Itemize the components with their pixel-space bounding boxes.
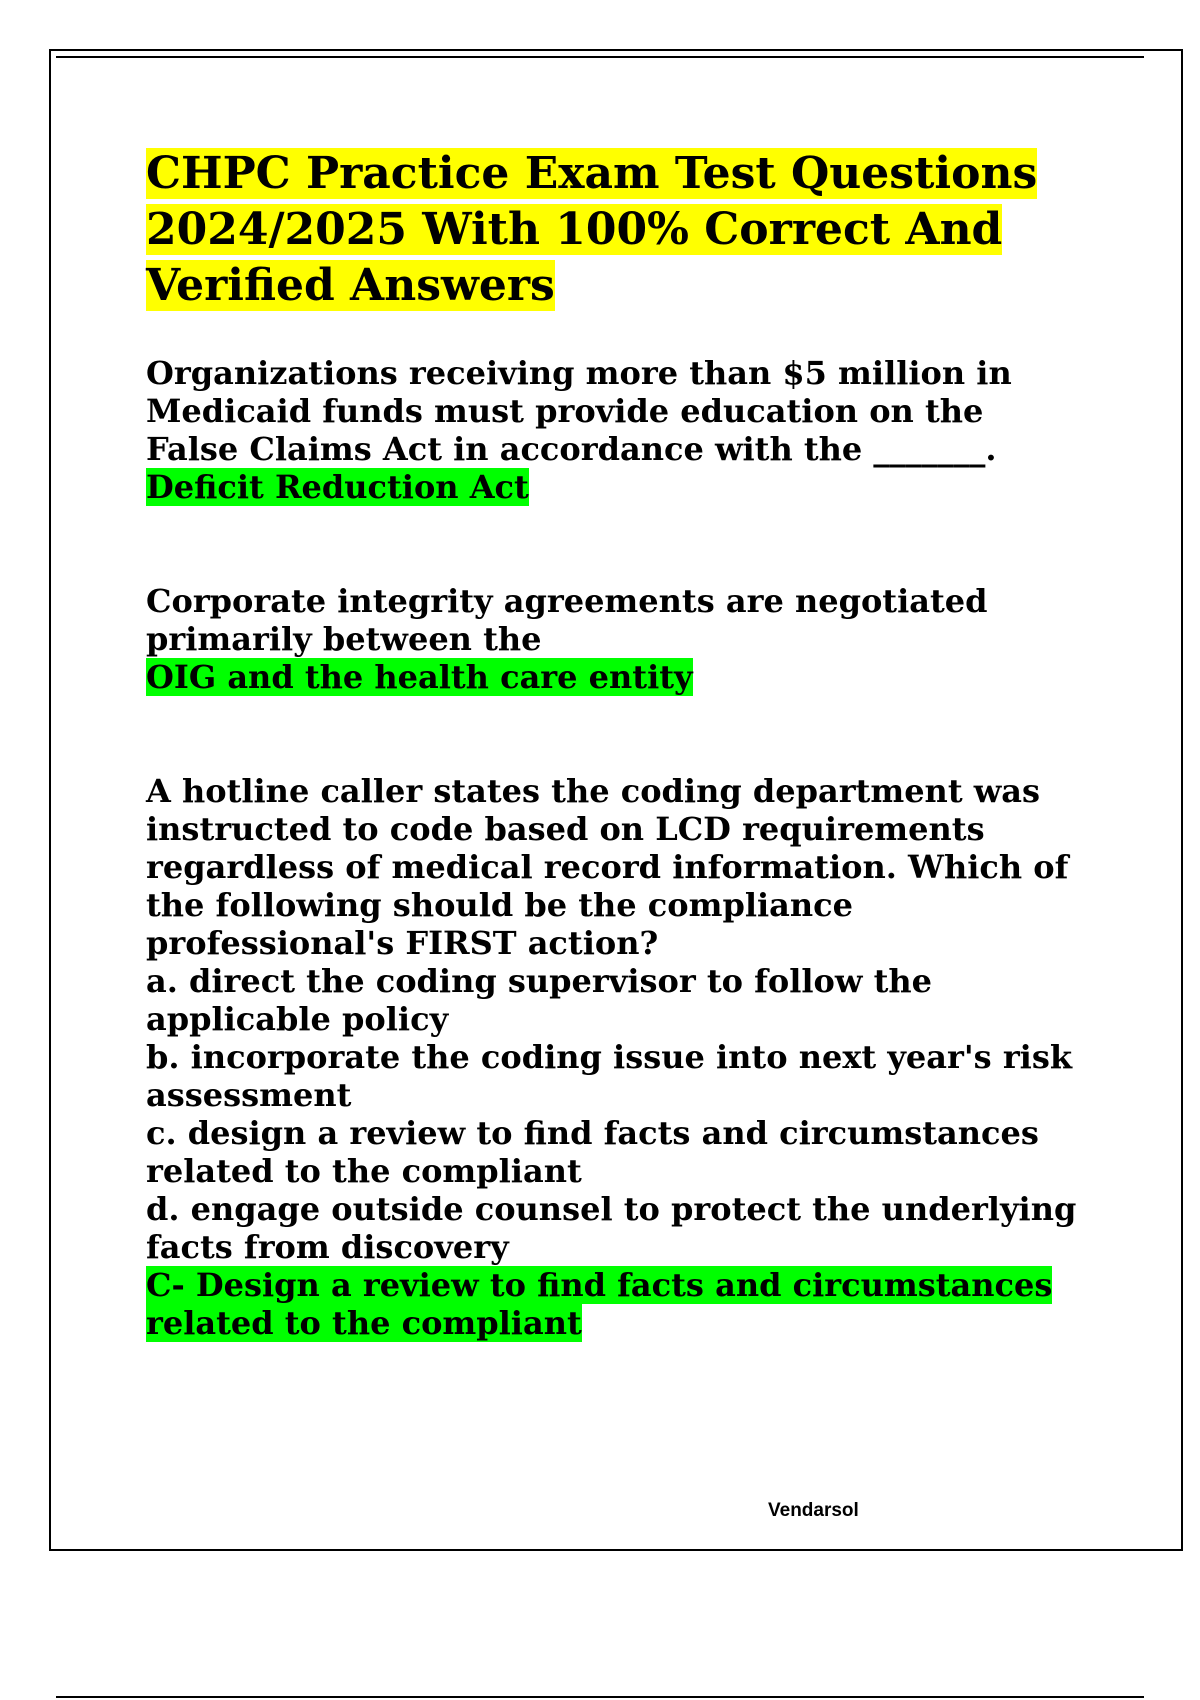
- option-line: related to the compliant: [146, 1152, 582, 1190]
- question-line: Corporate integrity agreements are negotiated: [146, 582, 988, 620]
- option-line: b. incorporate the coding issue into next year's risk: [146, 1038, 1073, 1076]
- question-line: regardless of medical record information. Which of: [146, 848, 1069, 886]
- document-title: [146, 146, 1096, 314]
- question-line: A hotline caller states the coding department was: [146, 772, 1041, 810]
- answer-line: [146, 468, 1096, 506]
- top-rule: [56, 56, 1144, 58]
- question-line: primarily between the: [146, 620, 542, 658]
- answer-line: [146, 1266, 1096, 1304]
- answer-line: [146, 1304, 1096, 1342]
- option-line: a. direct the coding supervisor to follow the: [146, 962, 932, 1000]
- answer-line: [146, 658, 1096, 696]
- bottom-rule: [56, 1696, 1144, 1698]
- question-line: instructed to code based on LCD requirements: [146, 810, 985, 848]
- footer-brand: Vendarsol: [768, 1500, 859, 1521]
- qa-block: [146, 582, 1096, 696]
- answer-text: Deficit Reduction Act: [146, 468, 529, 506]
- answer-text: C- Design a review to find facts and circumstances: [146, 1266, 1053, 1304]
- answer-text: OIG and the health care entity: [146, 658, 693, 696]
- document-title-text: CHPC Practice Exam Test Questions 2024/2025 With 100% Correct And Verified Answers: [146, 148, 1038, 311]
- question-line: the following should be the compliance: [146, 886, 853, 924]
- option-line: d. engage outside counsel to protect the underlying: [146, 1190, 1077, 1228]
- question-line: professional's FIRST action?: [146, 924, 659, 962]
- option-line: assessment: [146, 1076, 352, 1114]
- answer-text: related to the compliant: [146, 1304, 582, 1342]
- qa-block: [146, 354, 1096, 506]
- option-line: applicable policy: [146, 1000, 449, 1038]
- option-line: c. design a review to find facts and circumstances: [146, 1114, 1039, 1152]
- question-line: Organizations receiving more than $5 million in: [146, 354, 1012, 392]
- question-line: Medicaid funds must provide education on the: [146, 392, 984, 430]
- option-line: facts from discovery: [146, 1228, 509, 1266]
- qa-block: [146, 772, 1096, 1342]
- question-line: False Claims Act in accordance with the _______.: [146, 430, 997, 468]
- document-body: [146, 146, 1096, 1342]
